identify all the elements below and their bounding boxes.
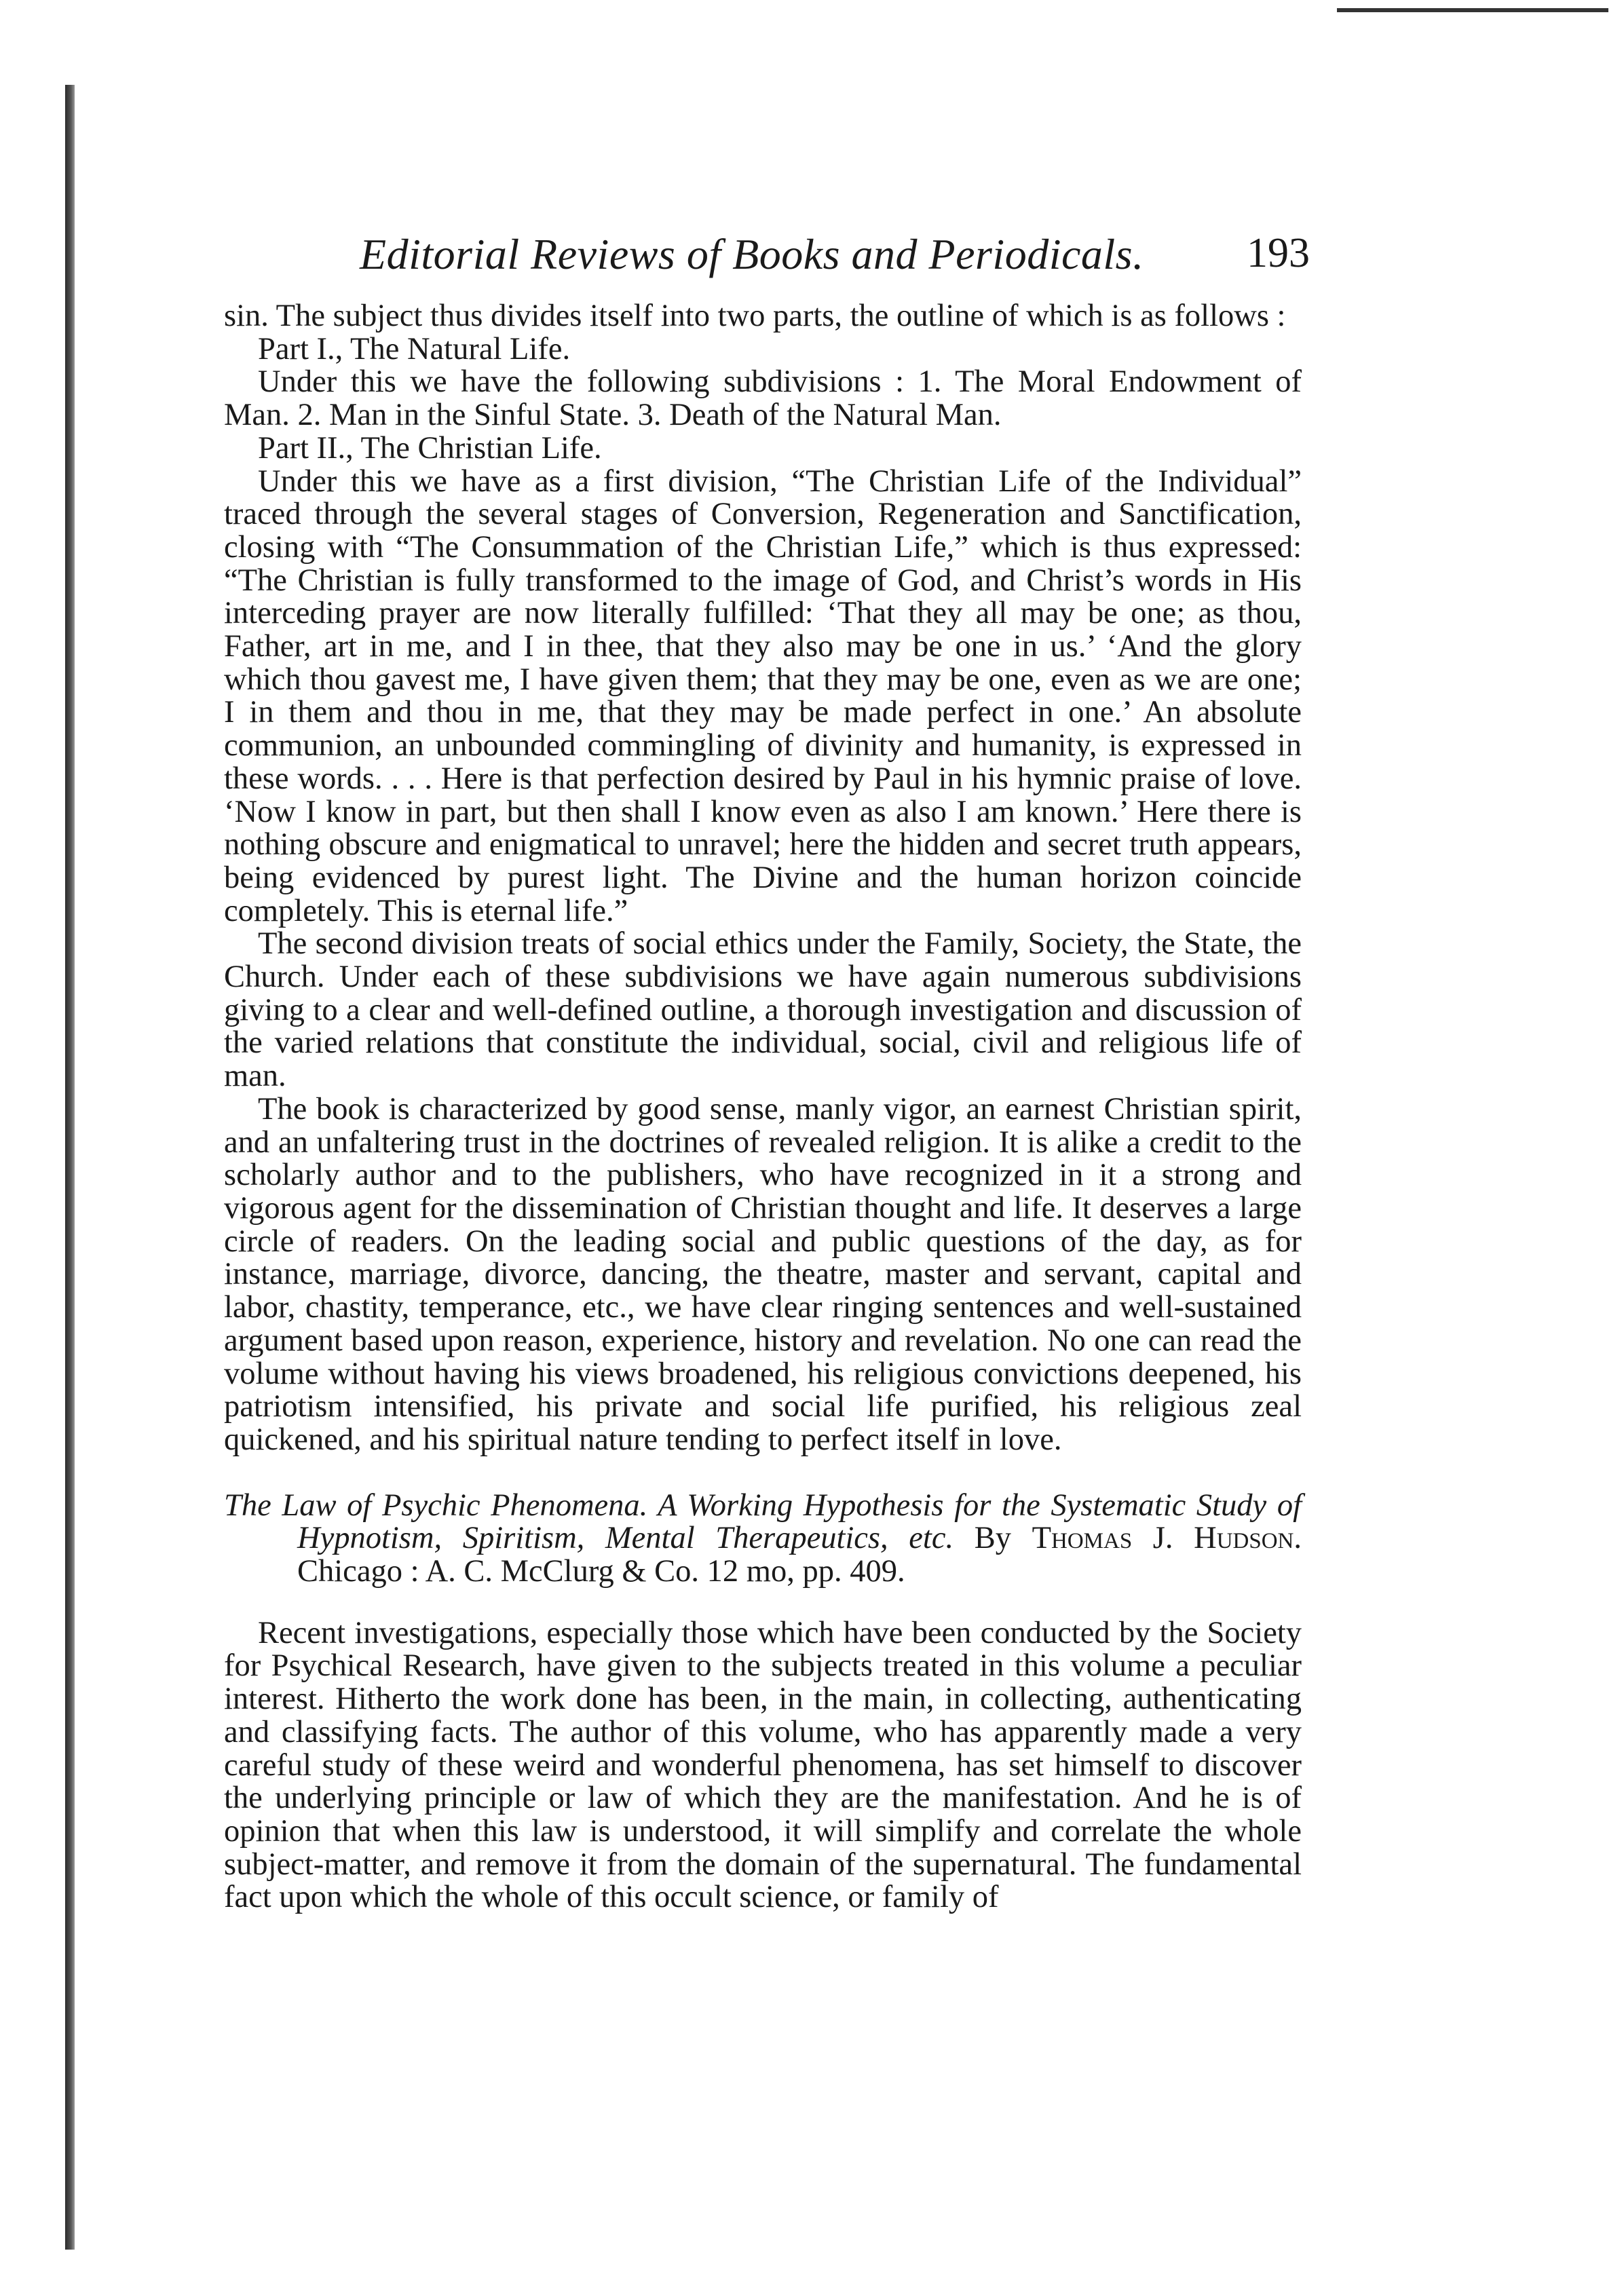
book-imprint: Chicago : A. C. McClurg & Co. 12 mo, pp. 409.	[297, 1554, 905, 1589]
byline-word: By	[974, 1521, 1011, 1556]
running-title: Editorial Reviews of Books and Periodicals.	[360, 230, 1144, 278]
paragraph: sin. The subject thus divides itself into two parts, the outline of which is as follows :	[224, 299, 1286, 333]
paragraph: Part II., The Christian Life.	[258, 430, 602, 466]
page-number: 193	[1247, 230, 1310, 276]
paragraph: The second division treats of social ethics under the Family, Society, the State, the Church. Under each of these subdivisions we have again numerous subdivisions giving to a clear and well-defined outline, a thorough investigation and discussion of the varied relations that constitute the individual, social, civil and religious life of man.	[224, 926, 1302, 1094]
page-binding-shadow	[65, 85, 75, 2250]
review-heading	[224, 1490, 1302, 1589]
book-title: The Law of Psychic Phenomena. A Working Hypothesis for the Systematic Study of Hypnotism, Spiritism, Mental Therapeutics, etc.	[224, 1488, 1302, 1556]
scan-edge-mark	[1337, 8, 1608, 12]
paragraph: Under this we have as a first division, “The Christian Life of the Individual” traced through the several stages of Conversion, Regeneration and Sanctification, closing with “The Consummation of the Christian Life,” which is thus expressed: “The Christian is fully transformed to the image of God, and Christ’s words in His interceding prayer are now literally fulfilled: ‘That they all may be one; as thou, Father, art in me, and I in thee, that they also may be one in us.’ ‘And the glory which thou gavest me, I have given them; that they may be one, even as we are one; I in them and thou in me, that they may be made perfect in one.’ An absolute communion, an unbounded commingling of divinity and humanity, is expressed in these words. . . . Here is that perfection desired by Paul in his hymnic praise of love. ‘Now I know in part, but then shall I know even as also I am known.’ Here there is nothing obscure and enigmatical to unravel; here the hidden and secret truth appears, being evidenced by purest light. The Divine and the human horizon coincide completely. This is eternal life.”	[224, 463, 1302, 928]
book-author: Thomas J. Hudson.	[1032, 1521, 1302, 1556]
paragraph: Recent investigations, especially those which have been conducted by the Society for Psychical Research, have given to the subjects treated in this volume a peculiar interest. Hitherto the work done has been, in the main, in collecting, authenticating and classifying facts. The author of this volume, who has apparently made a very careful study of these weird and wonderful phenomena, has set himself to discover the underlying principle or law of which they are the manifestation. And he is of opinion that when this law is understood, it will simplify and correlate the whole subject-matter, and remove it from the domain of the supernatural. The fundamental fact upon which the whole of this occult science, or family of	[224, 1615, 1302, 1915]
paragraph: Under this we have the following subdivisions : 1. The Moral Endowment of Man. 2. Man in the Sinful State. 3. Death of the Natural Man.	[224, 364, 1302, 433]
page-header	[333, 229, 1310, 284]
paragraph: The book is characterized by good sense, manly vigor, an earnest Christian spirit, and an unfaltering trust in the doctrines of revealed religion. It is alike a credit to the scholarly author and to the publishers, who have recognized in it a strong and vigorous agent for the dissemination of Christian thought and life. It deserves a large circle of readers. On the leading social and public questions of the day, as for instance, marriage, divorce, dancing, the theatre, master and servant, capital and labor, chastity, temperance, etc., we have clear ringing sentences and well-sustained argument based upon reason, experience, history and revelation. No one can read the volume without having his views broadened, his religious convictions deepened, his patriotism intensified, his private and social life purified, his religious zeal quickened, and his spiritual nature tending to perfect itself in love.	[224, 1091, 1302, 1457]
paragraph: Part I., The Natural Life.	[258, 331, 571, 366]
body-text	[224, 300, 1302, 1914]
